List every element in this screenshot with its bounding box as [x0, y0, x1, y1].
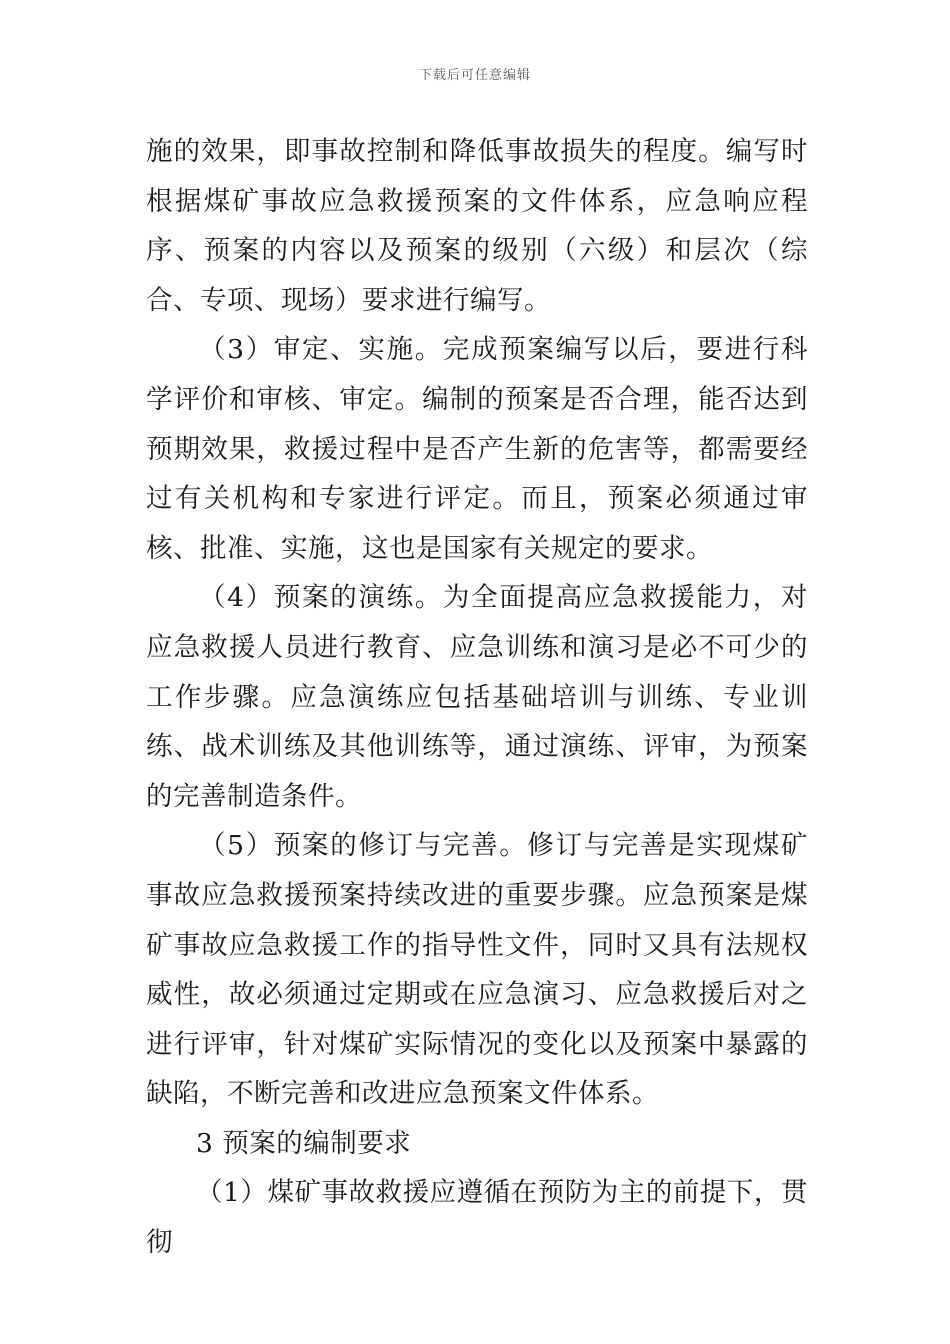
document-body: [146, 127, 808, 1268]
section-heading: 3 预案的编制要求: [196, 1127, 412, 1159]
page-header: 下载后可任意编辑: [418, 68, 531, 83]
paragraph-requirement-1: （1）煤矿事故救援应遵循在预防为主的前提下，贯彻: [146, 1177, 808, 1259]
paragraph-review-implementation: （3）审定、实施。完成预案编写以后，要进行科学评价和审核、审定。编制的预案是否合理，能否达到预期效果，救援过程中是否产生新的危害等，都需要经过有关机构和专家进行评定。而且，预案必须通过审核、批准、实施，这也是国家有关规定的要求。: [146, 334, 808, 564]
paragraph-revision: （5）预案的修订与完善。修订与完善是实现煤矿事故应急救援预案持续改进的重要步骤。应急预案是煤矿事故应急救援工作的指导性文件，同时又具有法规权威性，故必须通过定期或在应急演习、应急救援后对之进行评审，针对煤矿实际情况的变化以及预案中暴露的缺陷，不断完善和改进应急预案文件体系。: [146, 830, 808, 1110]
paragraph-drill: （4）预案的演练。为全面提高应急救援能力，对应急救援人员进行教育、应急训练和演习是必不可少的工作步骤。应急演练应包括基础培训与训练、专业训练、战术训练及其他训练等，通过演练、评审，为预案的完善制造条件。: [146, 582, 808, 812]
paragraph-continuation: 施的效果，即事故控制和降低事故损失的程度。编写时根据煤矿事故应急救援预案的文件体系，应急响应程序、预案的内容以及预案的级别（六级）和层次（综合、专项、现场）要求进行编写。: [146, 136, 808, 316]
